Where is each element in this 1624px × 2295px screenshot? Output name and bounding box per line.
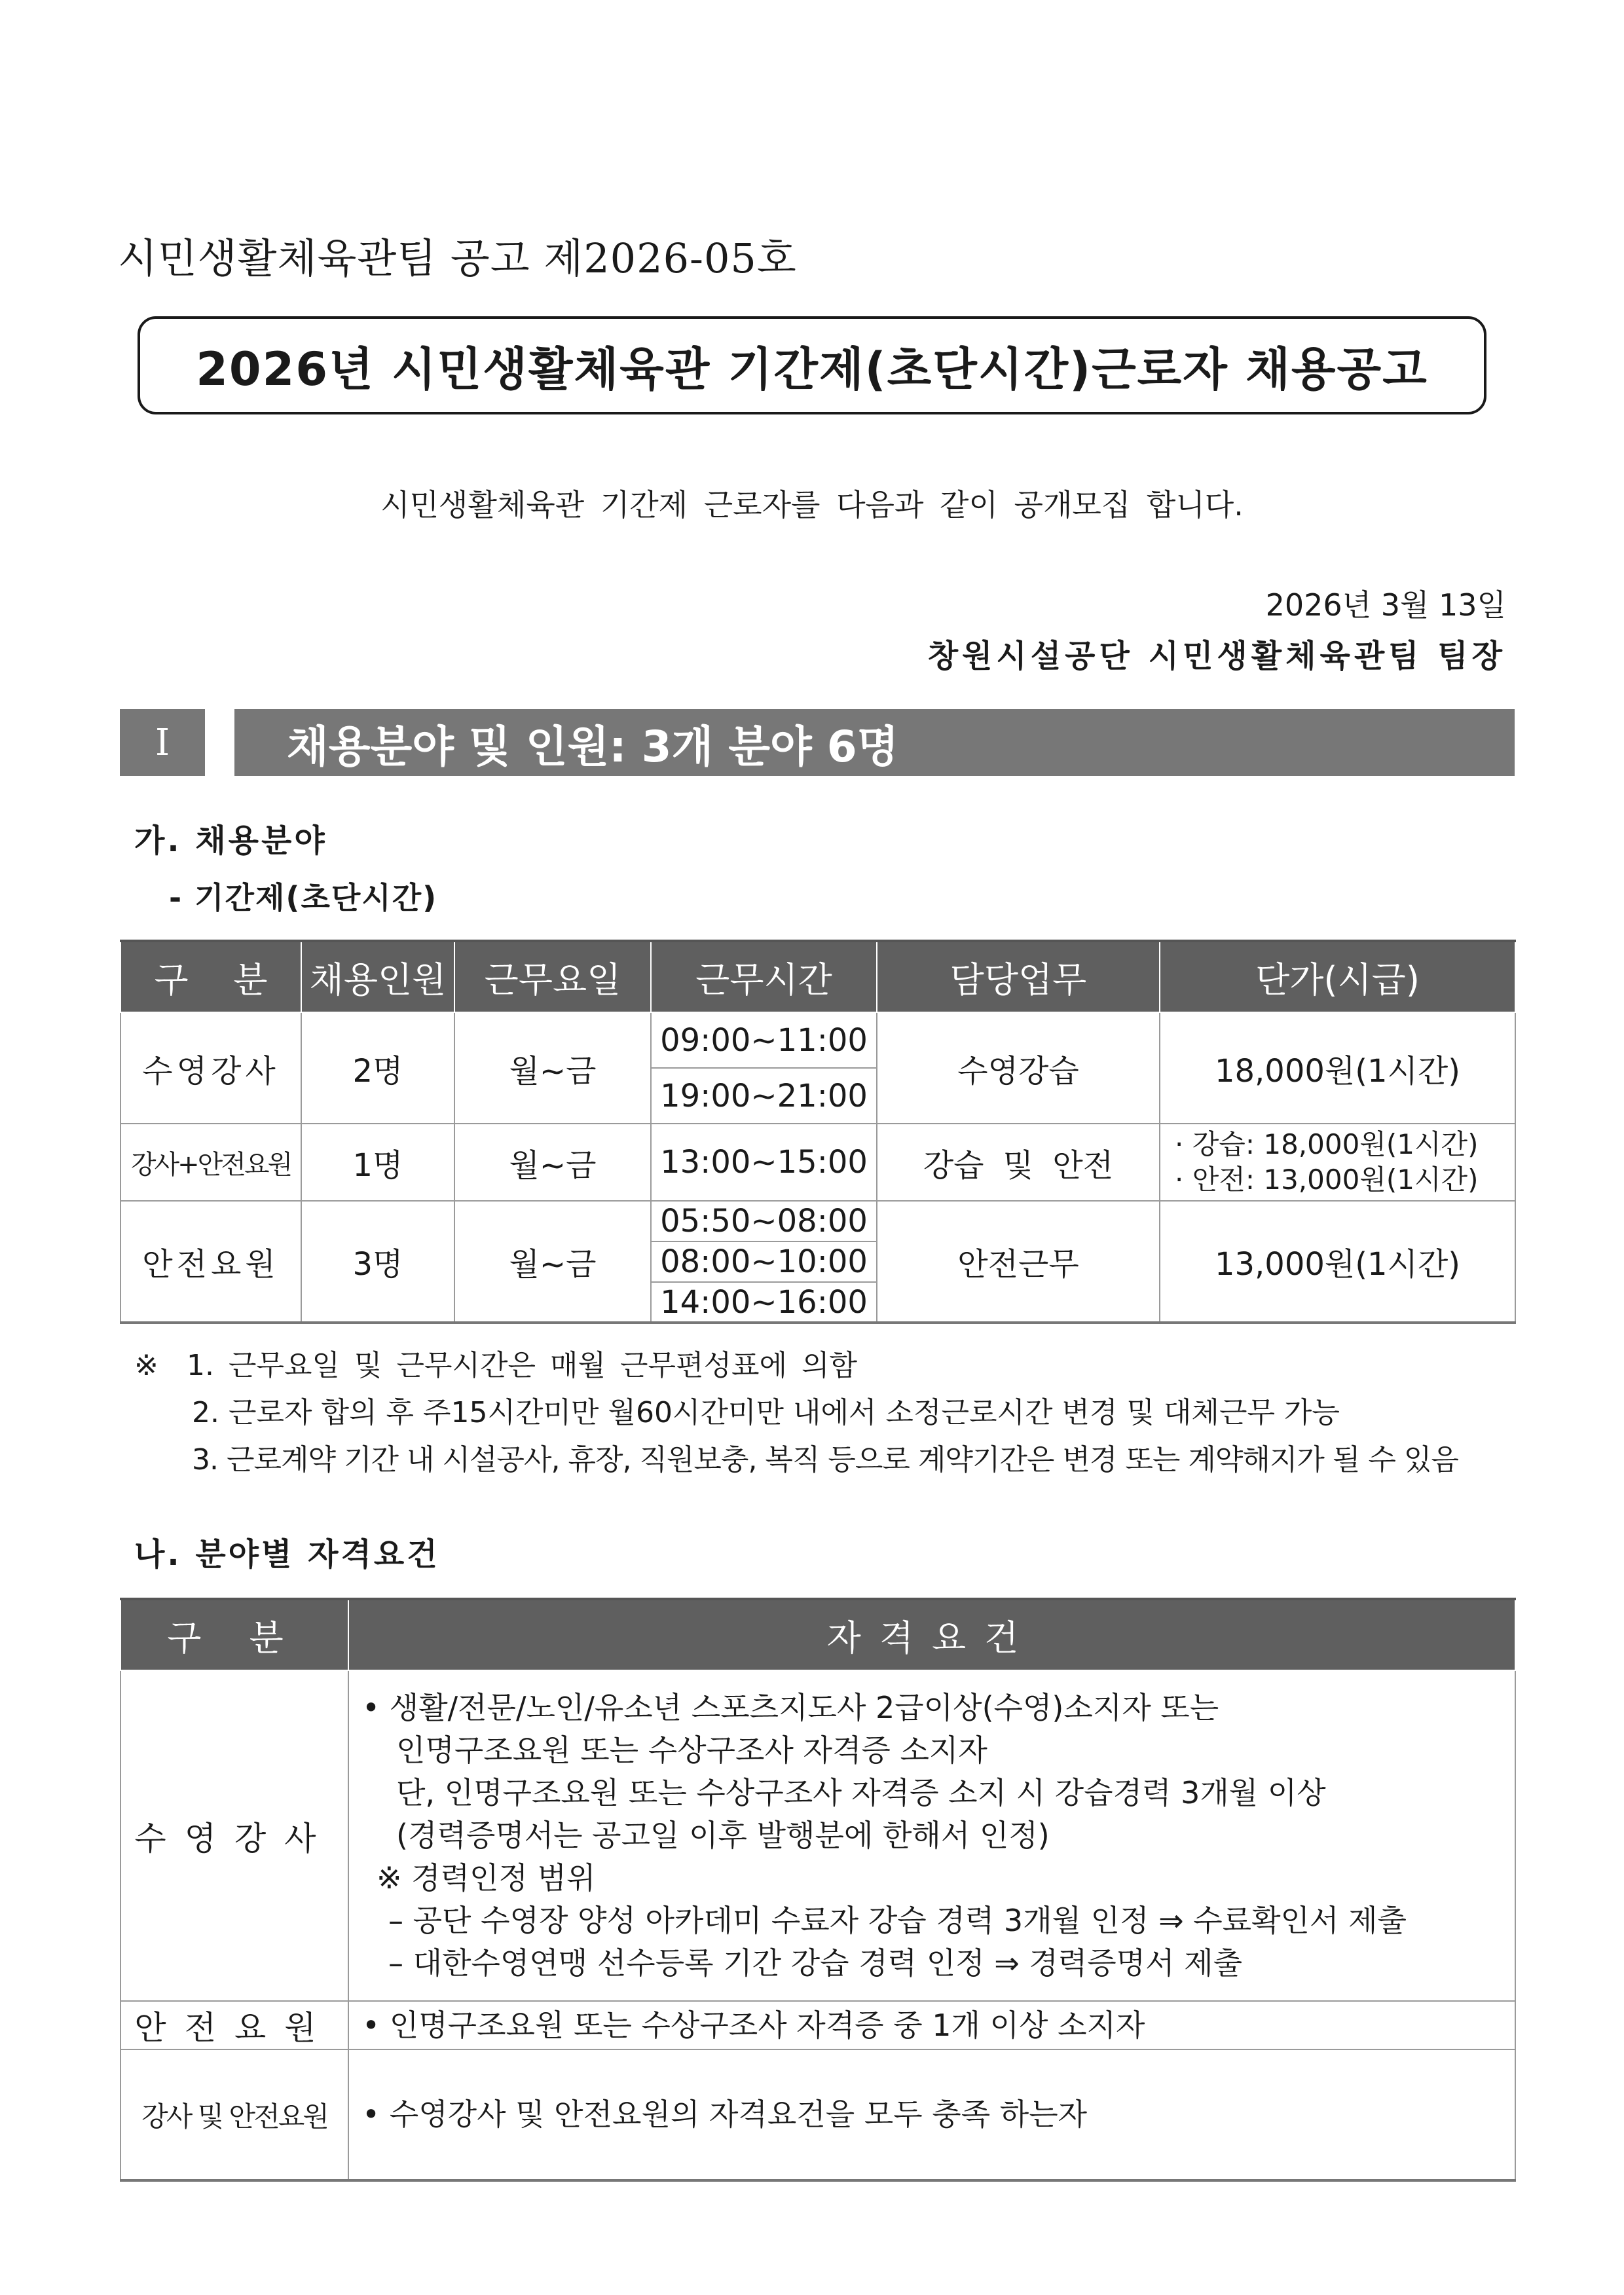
req-line: 단, 인명구조요원 또는 수상구조사 자격증 소지 시 강습경력 3개월 이상 [396, 1775, 1326, 1810]
section-number: Ⅰ [120, 709, 205, 776]
row-requirements [348, 1670, 1515, 2001]
req-line: 인명구조요원 또는 수상구조사 자격증 소지자 [396, 1733, 987, 1768]
row-wage: 13,000원(1시간) [1160, 1201, 1515, 1323]
row-count: 2명 [301, 1012, 454, 1124]
row-division: 안전요원 [120, 1201, 301, 1323]
req-line: • 생활/전문/노인/유소년 스포츠지도사 2급이상(수영)소지자 또는 [362, 1690, 1219, 1725]
table-header-row [120, 941, 1515, 1012]
subsection-b-title: 나. 분야별 자격요건 [134, 1536, 440, 1573]
row-days: 월~금 [454, 1012, 651, 1124]
note-item: ※ 1. 근무요일 및 근무시간은 매월 근무편성표에 의함 [134, 1342, 1458, 1389]
row-time: 19:00~21:00 [651, 1068, 877, 1124]
req-line: – 대한수영연맹 선수등록 기간 강습 경력 인정 ⇒ 경력증명서 제출 [388, 1945, 1243, 1981]
row-time: 05:50~08:00 [651, 1201, 877, 1241]
notice-number: 시민생활체육관팀 공고 제2026-05호 [118, 234, 797, 282]
title-box [138, 316, 1486, 414]
row-time: 08:00~10:00 [651, 1241, 877, 1282]
note-item: 2. 근로자 합의 후 주15시간미만 월60시간미만 내에서 소정근로시간 변경 및 대체근무 가능 [192, 1396, 1340, 1429]
header-division: 구 분 [120, 1599, 348, 1670]
row-division: 안전요원 [120, 2001, 348, 2049]
header-duty: 담당업무 [877, 941, 1160, 1012]
intro-text: 시민생활체육관 기간제 근로자를 다음과 같이 공개모집 합니다. [380, 487, 1244, 523]
table-row [120, 1124, 1515, 1201]
qualification-table [120, 1598, 1516, 2182]
req-line: ※ 경력인정 범위 [377, 1860, 596, 1896]
row-division: 강사+안전요원 [120, 1124, 301, 1201]
req-line: • 인명구조요원 또는 수상구조사 자격증 중 1개 이상 소지자 [362, 2007, 1145, 2043]
section-title: 채용분야 및 인원: 3개 분야 6명 [234, 709, 1515, 776]
wage-line: · 안전: 13,000원(1시간) [1175, 1164, 1479, 1196]
note-item: 3. 근로계약 기간 내 시설공사, 휴장, 직원보충, 복직 등으로 계약기간은 변경 또는 계약해지가 될 수 있음 [192, 1443, 1458, 1477]
req-line: (경력증명서는 공고일 이후 발행분에 한해서 인정) [396, 1818, 1050, 1853]
header-count: 채용인원 [301, 941, 454, 1012]
subsection-a-title: 가. 채용분야 [134, 822, 327, 859]
header-hours: 근무시간 [651, 941, 877, 1012]
row-requirements [348, 2001, 1515, 2049]
recruitment-table [120, 940, 1516, 1324]
row-duty: 수영강습 [877, 1012, 1160, 1124]
wage-line: · 강습: 18,000원(1시간) [1175, 1128, 1479, 1160]
table-row [120, 1201, 1515, 1241]
row-count: 1명 [301, 1124, 454, 1201]
table-header-row [120, 1599, 1515, 1670]
row-days: 월~금 [454, 1201, 651, 1323]
header-requirements: 자격요건 [348, 1599, 1515, 1670]
document-title: 2026년 시민생활체육관 기간제(초단시간)근로자 채용공고 [196, 342, 1428, 396]
row-division: 수영강사 [120, 1012, 301, 1124]
row-time: 13:00~15:00 [651, 1124, 877, 1201]
note-mark: ※ [134, 1349, 158, 1382]
employment-type: - 기간제(초단시간) [169, 880, 438, 915]
row-count: 3명 [301, 1201, 454, 1323]
table-row [120, 1670, 1515, 2001]
notes [134, 1342, 1458, 1484]
row-division: 수영강사 [120, 1670, 348, 2001]
row-division: 강사 및 안전요원 [120, 2049, 348, 2180]
header-wage: 단가(시급) [1160, 941, 1515, 1012]
table-row [120, 2049, 1515, 2180]
row-time: 14:00~16:00 [651, 1282, 877, 1323]
row-requirements [348, 2049, 1515, 2180]
row-wage: 18,000원(1시간) [1160, 1012, 1515, 1124]
row-duty: 강습 및 안전 [877, 1124, 1160, 1201]
table-row [120, 1012, 1515, 1068]
header-division: 구 분 [120, 941, 301, 1012]
table-row [120, 2001, 1515, 2049]
req-line: – 공단 수영장 양성 아카데미 수료자 강습 경력 3개월 인정 ⇒ 수료확인서 제출 [388, 1903, 1407, 1938]
req-line: • 수영강사 및 안전요원의 자격요건을 모두 충족 하는자 [362, 2097, 1088, 2132]
row-duty: 안전근무 [877, 1201, 1160, 1323]
row-wage-list [1160, 1124, 1515, 1201]
issuer: 창원시설공단 시민생활체육관팀 팀장 [927, 638, 1506, 674]
header-days: 근무요일 [454, 941, 651, 1012]
row-time: 09:00~11:00 [651, 1012, 877, 1068]
notice-date: 2026년 3월 13일 [1265, 587, 1506, 623]
row-days: 월~금 [454, 1124, 651, 1201]
